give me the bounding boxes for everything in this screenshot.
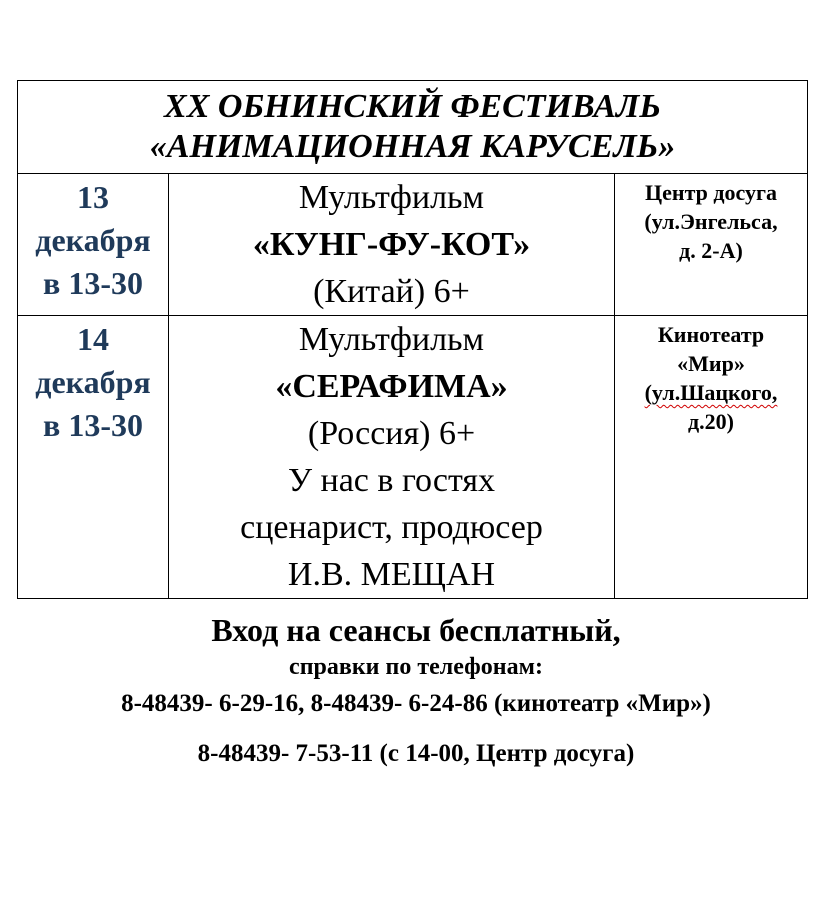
phone-info-heading: справки по телефонам: [289, 654, 543, 680]
event-2-film [169, 316, 615, 599]
event-1-film-type: Мультфильм [298, 179, 485, 216]
event-2-date-time: в 13-30 [43, 407, 143, 443]
event-1-venue-line-1: Центр досуга [645, 180, 777, 205]
festival-schedule-table [17, 80, 808, 599]
event-row-1 [18, 174, 808, 316]
festival-title-cell [18, 81, 808, 174]
event-2-date [18, 316, 169, 599]
event-2-venue [615, 316, 808, 599]
phone-numbers-cinema: 8-48439- 6-29-16, 8-48439- 6-24-86 (кинотеатр «Мир») [121, 690, 711, 717]
event-2-venue-line-2: «Мир» [677, 351, 745, 376]
event-1-film-country: (Китай) 6+ [313, 273, 470, 310]
festival-title-line-2: «АНИМАЦИОННАЯ КАРУСЕЛЬ» [149, 128, 676, 165]
event-2-venue-line-3 [615, 378, 807, 407]
event-row-2 [18, 316, 808, 599]
free-entry-notice: Вход на сеансы бесплатный, [211, 612, 621, 648]
event-2-film-country: (Россия) 6+ [307, 415, 476, 452]
event-2-date-month: декабря [35, 364, 151, 400]
event-1-film [169, 174, 615, 316]
spellcheck-underline: (ул.Шацкого, [644, 380, 778, 405]
event-1-date-time: в 13-30 [43, 265, 143, 301]
event-2-guest-intro: У нас в гостях [287, 462, 496, 499]
event-2-film-type: Мультфильм [298, 321, 485, 358]
festival-title-line-1: XX ОБНИНСКИЙ ФЕСТИВАЛЬ [164, 88, 661, 125]
event-2-date-day: 14 [77, 321, 109, 357]
event-2-venue-line-4: д.20) [688, 409, 734, 434]
event-2-venue-line-1: Кинотеатр [657, 322, 765, 347]
event-1-date [18, 174, 169, 316]
event-1-venue-line-2: (ул.Энгельса, [644, 209, 778, 234]
event-1-film-title: «КУНГ-ФУ-КОТ» [252, 226, 531, 263]
event-1-venue-line-3: д. 2-А) [679, 238, 743, 263]
event-2-guest-name: И.В. МЕЩАН [287, 556, 496, 593]
phone-number-leisure-center: 8-48439- 7-53-11 (с 14-00, Центр досуга) [197, 740, 635, 767]
event-1-date-month: декабря [35, 222, 151, 258]
event-2-guest-role: сценарист, продюсер [240, 509, 543, 546]
event-1-date-day: 13 [77, 179, 109, 215]
event-1-venue [615, 174, 808, 316]
event-2-film-title: «СЕРАФИМА» [275, 368, 508, 405]
